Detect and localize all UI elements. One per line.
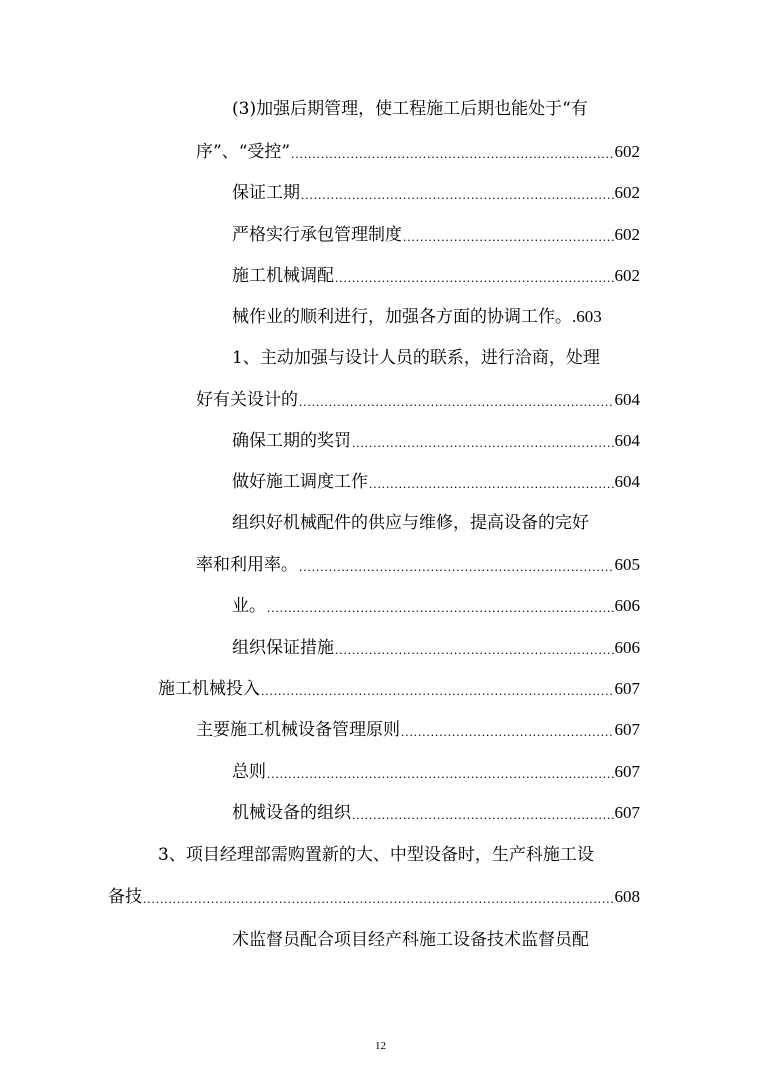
dot-leader [403, 227, 614, 247]
toc-page: 605 [614, 555, 640, 574]
toc-page: 604 [614, 472, 640, 491]
toc-entry[interactable] [108, 885, 640, 909]
toc-page: 608 [614, 887, 640, 906]
toc-entry[interactable] [232, 181, 640, 205]
dot-leader [301, 185, 614, 205]
dot-leader [143, 889, 614, 909]
dot-leader [352, 805, 614, 825]
toc-text: 械作业的顺利进行，加强各方面的协调工作。 [232, 307, 572, 327]
dot-leader [261, 681, 614, 701]
dot-leader [352, 433, 614, 453]
dot-leader [267, 764, 614, 784]
toc-text: (3)加强后期管理，使工程施工后期也能处于“有 [232, 99, 588, 119]
toc-text: 1、主动加强与设计人员的联系，进行洽商，处理 [232, 348, 600, 368]
toc-entry[interactable] [232, 801, 640, 825]
toc-entry[interactable] [196, 140, 640, 164]
toc-page: 607 [614, 762, 640, 781]
dot-leader [335, 268, 614, 288]
toc-text: 序”、“受控” [196, 142, 291, 162]
toc-text: 总则 [232, 762, 266, 782]
toc-page: 606 [614, 638, 640, 657]
toc-text: 组织好机械配件的供应与维修，提高设备的完好 [232, 513, 589, 533]
toc-entry[interactable] [232, 760, 640, 784]
toc-line [158, 843, 594, 867]
toc-page: 604 [614, 390, 640, 409]
dot-leader [299, 557, 614, 577]
toc-page: .603 [572, 307, 602, 326]
toc-page: 602 [614, 183, 640, 202]
toc-entry[interactable] [232, 470, 640, 494]
page-number: 12 [375, 1040, 386, 1052]
dot-leader [299, 392, 614, 412]
toc-entry[interactable] [158, 677, 640, 701]
toc-entry[interactable] [232, 594, 640, 618]
toc-entry[interactable] [232, 264, 640, 288]
toc-entry[interactable] [232, 305, 640, 329]
dot-leader [335, 640, 614, 660]
toc-page: 602 [614, 225, 640, 244]
toc-text: 3、项目经理部需购置新的大、中型设备时，生产科施工设 [158, 845, 594, 865]
dot-leader [291, 144, 613, 164]
toc-text: 施工机械投入 [158, 679, 260, 699]
toc-line [232, 511, 589, 535]
toc-text: 术监督员配合项目经产科施工设备技术监督员配 [232, 930, 589, 950]
toc-text: 好有关设计的 [196, 390, 298, 410]
toc-line [232, 928, 589, 952]
toc-entry[interactable] [196, 553, 640, 577]
toc-page: 602 [614, 142, 640, 161]
toc-text: 率和利用率。 [196, 555, 298, 575]
toc-text: 机械设备的组织 [232, 803, 351, 823]
toc-text: 确保工期的奖罚 [232, 431, 351, 451]
toc-line [232, 97, 588, 121]
dot-leader [267, 598, 614, 618]
toc-text: 备技 [108, 887, 142, 907]
toc-text: 严格实行承包管理制度 [232, 225, 402, 245]
toc-entry[interactable] [232, 636, 640, 660]
toc-text: 保证工期 [232, 183, 300, 203]
toc-text: 主要施工机械设备管理原则 [196, 720, 400, 740]
toc-entry[interactable] [232, 223, 640, 247]
toc-page: 607 [614, 803, 640, 822]
dot-leader [401, 722, 614, 742]
toc-text: 做好施工调度工作 [232, 472, 368, 492]
dot-leader [369, 474, 614, 494]
toc-text: 业。 [232, 596, 266, 616]
toc-page: 604 [614, 431, 640, 450]
toc-page: 607 [614, 720, 640, 739]
toc-entry[interactable] [232, 429, 640, 453]
toc-page: 606 [614, 596, 640, 615]
toc-entry[interactable] [196, 388, 640, 412]
toc-page: 602 [614, 266, 640, 285]
toc-text: 组织保证措施 [232, 638, 334, 658]
toc-text: 施工机械调配 [232, 266, 334, 286]
toc-page: 607 [614, 679, 640, 698]
toc-line [232, 346, 600, 370]
toc-entry[interactable] [196, 718, 640, 742]
